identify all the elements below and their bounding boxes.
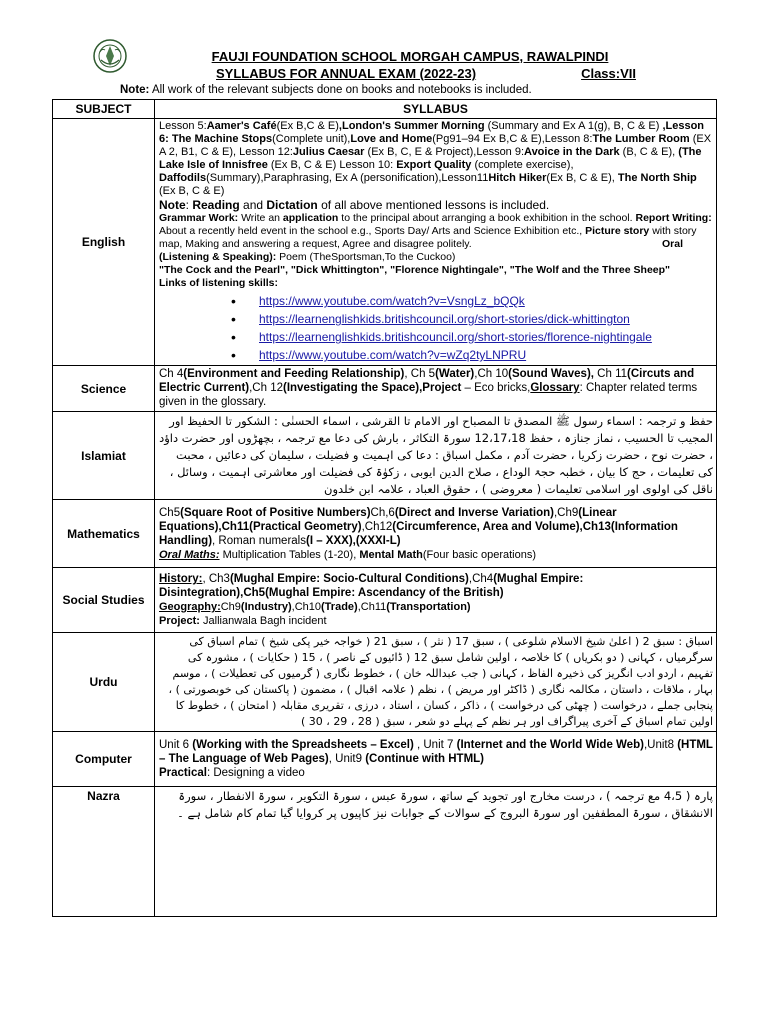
unit-segment: (Internet and the World Wide Web) <box>456 739 644 751</box>
row-social-studies <box>53 568 717 633</box>
chapter-segment: (Mughal Empire: Disintegration),Ch5 <box>159 573 584 599</box>
islamiat-syllabus: حفظ و ترجمہ : اسماء رسول ﷺ المصدق تا المصباح اور الامام تا القرشی ، اسماء الحسنٰی : الشکور تا الحفیظ اور المجیب تا الحسیب ، نماز جنازہ ، حفظ 12،17،18 سورۃ التکاثر ، بارش کی دعا مع ترجمہ ، بچھڑوں اور حضرت داؤد ، حضرت نوح ، حضرت زکریا ، حضرت آدم ، مکمل اسباق : دعا کی اہمیت و فضیلت ، سلیمان کی دعائیں ، محبت کی تعلیمات ، حج کا بیان ، خطبہ حجۃ الوداع ، صلاح الدین ایوبی ، زکوٰۃ کی فضیلت اور معاشرتی اہمیت ، وسائل ، ناقل کی اولوی اور اسلامی تعلیمات ( معروضی ) ، حقوق العباد ، علامہ ابن خلدون <box>155 412 717 500</box>
project-label: Project: <box>159 615 200 627</box>
glossary-text: : Chapter related terms given in the glossary. <box>159 382 698 408</box>
oral-maths-label: Oral Maths: <box>159 548 220 561</box>
computer-units <box>159 739 713 765</box>
lesson-segment: (Pg91–94 Ex B,C & E),Lesson 8: <box>432 133 593 145</box>
lesson-segment: Hitch Hiker <box>488 172 547 184</box>
chapter-segment: , Ch3 <box>202 573 230 585</box>
chapter-segment: ,Ch 10 <box>474 368 509 380</box>
row-nazra <box>53 787 717 917</box>
report-text: About a recently held event in the school e.g., Sports Day/ Arts and Science Exhibition etc., <box>159 225 586 237</box>
chapter-segment: – Eco bricks, <box>461 382 531 394</box>
geography-chapters <box>221 601 471 613</box>
english-note <box>159 198 713 212</box>
row-english <box>53 119 717 366</box>
social-project <box>159 614 713 628</box>
lesson-segment: (Ex B,C & E) <box>276 120 339 132</box>
english-stories: "The Cock and the Pearl", "Dick Whittington", "Florence Nightingale", "The Wolf and the Three Sheep" <box>159 264 671 276</box>
chapter-segment: ,Ch9 <box>553 506 579 519</box>
general-note <box>120 84 680 96</box>
col-syllabus-header: SYLLABUS <box>155 100 717 119</box>
chapter-segment: Ch5 <box>159 506 181 519</box>
lesson-segment: (complete exercise), <box>471 159 574 171</box>
subject-computer: Computer <box>53 732 155 787</box>
english-syllabus <box>155 119 717 366</box>
subject-science: Science <box>53 366 155 412</box>
chapter-segment: , Ch 5 <box>404 368 436 380</box>
lesson-segment: (EX A 2, B1, C & E), Lesson 12: <box>159 133 712 158</box>
english-note-colon: : <box>185 198 193 212</box>
chapter-segment: ,Ch11 <box>357 601 387 613</box>
chapter-segment: (Circumference, Area and Volume),Ch13 <box>392 520 611 533</box>
english-note-reading: Reading <box>192 198 240 212</box>
exam-title-row <box>216 66 636 81</box>
lesson-segment: Export Quality <box>396 159 472 171</box>
history-chapters <box>159 573 583 599</box>
chapter-segment: (Industry) <box>240 601 292 613</box>
chapter-segment: Ch 11 <box>593 368 628 380</box>
lesson-segment: The Lumber Room <box>592 133 690 145</box>
english-grammar <box>159 212 713 251</box>
math-oral <box>159 548 713 562</box>
english-listening <box>159 251 713 264</box>
chapter-segment: Ch9 <box>220 601 241 613</box>
picture-text: with story map, Making and answering a request, Agree and disagree politely. <box>159 225 697 250</box>
chapter-segment: ,Ch12 <box>361 520 393 533</box>
lesson-segment: (Summary),Paraphrasing, Ex A (personification),Lesson11 <box>206 172 489 184</box>
note-label: Note: <box>120 84 150 96</box>
social-geography <box>159 600 713 614</box>
subject-mathematics: Mathematics <box>53 500 155 568</box>
chapter-segment: ,Ch10 <box>291 601 322 613</box>
chapter-segment: ,Project <box>419 382 462 394</box>
lesson-segment: Avoice in the Dark <box>524 146 620 158</box>
listening-link[interactable]: https://www.youtube.com/watch?v=VsngLz_bQQk <box>259 294 525 308</box>
chapter-segment: ,Ch4 <box>468 573 494 585</box>
chapter-segment: (Direct and Inverse Variation) <box>394 506 554 519</box>
chapter-segment: (Environment and Feeding Relationship) <box>183 368 405 380</box>
english-note-label: Note <box>159 198 186 212</box>
subject-islamiat: Islamiat <box>53 412 155 500</box>
social-history <box>159 572 713 600</box>
syllabus-table <box>52 99 717 917</box>
listening-link[interactable]: https://learnenglishkids.britishcouncil.org/short-stories/florence-nightingale <box>259 330 652 344</box>
lesson-segment: (Ex B, C & E) Lesson 10: <box>267 159 397 171</box>
unit-segment: , Unit 7 <box>413 739 457 751</box>
unit-segment: (Continue with HTML) <box>365 753 485 765</box>
listening-label: (Listening & Speaking): <box>159 251 277 263</box>
syllabus-title: SYLLABUS FOR ANNUAL EXAM (2022-23) <box>216 66 477 81</box>
chapter-segment: (Circuts and Electric Current) <box>159 368 695 394</box>
lesson-segment: (Ex B, C & E), <box>546 172 618 184</box>
unit-segment: ,Unit8 <box>643 739 678 751</box>
lesson-segment: (Complete unit), <box>272 133 351 145</box>
lesson-segment: (The Lake Isle of Innisfree <box>159 146 702 171</box>
mental-math-label: Mental Math <box>359 548 423 561</box>
chapter-segment: (Mughal Empire: Socio-Cultural Conditions) <box>229 573 469 585</box>
glossary-label: Glossary <box>530 382 580 394</box>
row-islamiat <box>53 412 717 500</box>
links-label: Links of listening skills: <box>159 277 279 289</box>
subject-english: English <box>53 119 155 366</box>
row-urdu <box>53 633 717 732</box>
subject-social-studies: Social Studies <box>53 568 155 633</box>
chapter-segment: (Sound Waves), <box>508 368 594 380</box>
chapter-segment: (I – XXX),(XXXI-L) <box>306 534 401 547</box>
lesson-segment: (Ex B, C & E) <box>159 185 225 197</box>
chapter-segment: (Trade) <box>321 601 358 613</box>
grammar-text2: to the principal about arranging a book exhibition in the school. <box>338 212 636 224</box>
lesson-segment: (Summary and Ex A 1(g), B, C & E) <box>484 120 660 132</box>
chapter-segment: , Roman numerals <box>212 534 306 547</box>
history-label: History: <box>159 573 203 585</box>
chapter-segment: (Water) <box>435 368 475 380</box>
list-item <box>159 310 713 328</box>
urdu-syllabus: اسباق : سبق 2 ( اعلیٰ شیخ الاسلام شلوعی ) ، سبق 17 ( نثر ) ، سبق 21 ( خواجہ خیر پکی شیخ ) تمام اسباق کی سرگرمیاں ، کہانی ( دو بکریاں ) کا خلاصہ ، اولین شامل سبق 12 ( ڈائیوں کے ناصر ) ، 15 ( حکایات ) ، مشورہ کی تفہیم ، اردو ادب انگریز کی ذخیرہ الفاظ ، کہانی ( جب عبداللہ خان ) ، خطوط نگاری ( گرمیوں کی تعطیلات ) ، موسم بہار ، ملاقات ، داستان ، مکالمہ نگاری ( ڈاکٹر اور مریض ) ، نظم ( علامہ اقبال ) ، مضمون ( پاکستان کی خوبصورتی ) ، پنجابی جملے ، درخواست ( چھٹی کی درخواست ) ، ذاکر ، کسان ، استاد ، درزی ، تقریری مقابلہ ( امتحان ) ، خطوط کا اولین تمام اسباق کے آخری پیراگراف اور ہر نظم کے پہلے دو شعر ، سبق ( 28 ، 29 ، 30 ) <box>155 633 717 732</box>
lesson-segment: The North Ship <box>617 172 697 184</box>
lesson-segment: Aamer's Café <box>206 120 277 132</box>
geography-label: Geography: <box>159 601 221 613</box>
lesson-segment: (Ex B, C, E & Project),Lesson 9: <box>364 146 525 158</box>
mathematics-chapters <box>159 506 713 548</box>
chapter-segment: (Practical Geometry) <box>249 520 362 533</box>
mathematics-syllabus <box>155 500 717 568</box>
school-name: FAUJI FOUNDATION SCHOOL MORGAH CAMPUS, RAWALPINDI <box>211 49 609 64</box>
list-item <box>159 328 713 346</box>
english-note-rest: of all above mentioned lessons is included. <box>317 198 550 212</box>
practical-label: Practical <box>159 767 207 779</box>
lesson-segment: ,London's Summer Morning <box>338 120 485 132</box>
nazra-syllabus: پارہ ( 4،5 مع ترجمہ ) ، درست مخارج اور تجوید کے ساتھ ، سورۃ عبس ، سورۃ التکویر ، سورۃ الانفطار ، سورۃ الانشقاق ، سورۃ المطففین اور سورۃ البروج کے سوالات کے جوابات نیز کاپیوں پر کروایا گیا تمام کام شامل ہے ۔ <box>155 787 717 917</box>
unit-segment: , Unit9 <box>328 753 366 765</box>
lesson-segment: Lesson 5: <box>159 120 207 132</box>
school-crest-icon <box>92 38 128 74</box>
mental-math-text: (Four basic operations) <box>422 548 536 561</box>
lesson-segment: Love and Home <box>350 133 433 145</box>
note-text: All work of the relevant subjects done on books and notebooks is included. <box>151 84 532 96</box>
listening-text: Poem (TheSportsman,To the Cuckoo) <box>276 251 456 263</box>
science-syllabus <box>155 366 717 412</box>
chapter-segment: (Transportation) <box>386 601 471 613</box>
chapter-segment: Ch,6 <box>370 506 395 519</box>
report-label: Report Writing: <box>635 212 712 224</box>
social-syllabus <box>155 568 717 633</box>
listening-link[interactable]: https://www.youtube.com/watch?v=wZq2tyLNPRU <box>259 348 527 362</box>
computer-syllabus <box>155 732 717 787</box>
table-header-row <box>53 100 717 119</box>
class-label: Class:VII <box>581 66 636 81</box>
unit-segment: (HTML – The Language of Web Pages) <box>159 739 713 765</box>
lesson-segment: Daffodils <box>159 172 207 184</box>
row-computer <box>53 732 717 787</box>
project-text: Jallianwala Bagh incident <box>199 615 327 627</box>
row-mathematics <box>53 500 717 568</box>
grammar-text1: Write an <box>238 212 283 224</box>
subject-nazra: Nazra <box>53 787 155 917</box>
list-item <box>159 346 713 364</box>
english-note-dictation: Dictation <box>266 198 318 212</box>
chapter-segment: (Mughal Empire: Ascendancy of the British) <box>265 587 504 599</box>
list-item <box>159 292 713 310</box>
chapter-segment: (Square Root of Positive Numbers) <box>180 506 371 519</box>
oral-label: Oral <box>661 238 683 250</box>
unit-segment: Unit 6 <box>159 739 193 751</box>
listening-links-list <box>159 292 713 364</box>
lesson-segment: (B, C & E), <box>619 146 679 158</box>
oral-maths-text: Multiplication Tables (1-20), <box>219 548 360 561</box>
chapter-segment: Ch 4 <box>159 368 184 380</box>
chapter-segment: (Investigating the Space) <box>283 382 420 394</box>
col-subject-header: SUBJECT <box>53 100 155 119</box>
listening-link[interactable]: https://learnenglishkids.britishcouncil.org/short-stories/dick-whittington <box>259 312 630 326</box>
chapter-segment: (Linear Equations),Ch11 <box>159 506 617 533</box>
chapter-segment: ,Ch 12 <box>249 382 283 394</box>
grammar-application: application <box>282 212 339 224</box>
lesson-segment: The Machine Stops <box>171 133 273 145</box>
row-science <box>53 366 717 412</box>
grammar-label: Grammar Work: <box>159 212 239 224</box>
unit-segment: (Working with the Spreadsheets – Excel) <box>192 739 414 751</box>
chapter-segment: (Information Handling) <box>159 520 678 547</box>
english-lessons <box>159 120 713 198</box>
picture-label: Picture story <box>585 225 650 237</box>
english-note-and: and <box>239 198 267 212</box>
practical-text: : Designing a video <box>206 767 305 779</box>
lesson-segment: Julius Caesar <box>292 146 365 158</box>
subject-urdu: Urdu <box>53 633 155 732</box>
lesson-segment: ,Lesson 6: <box>159 120 705 145</box>
